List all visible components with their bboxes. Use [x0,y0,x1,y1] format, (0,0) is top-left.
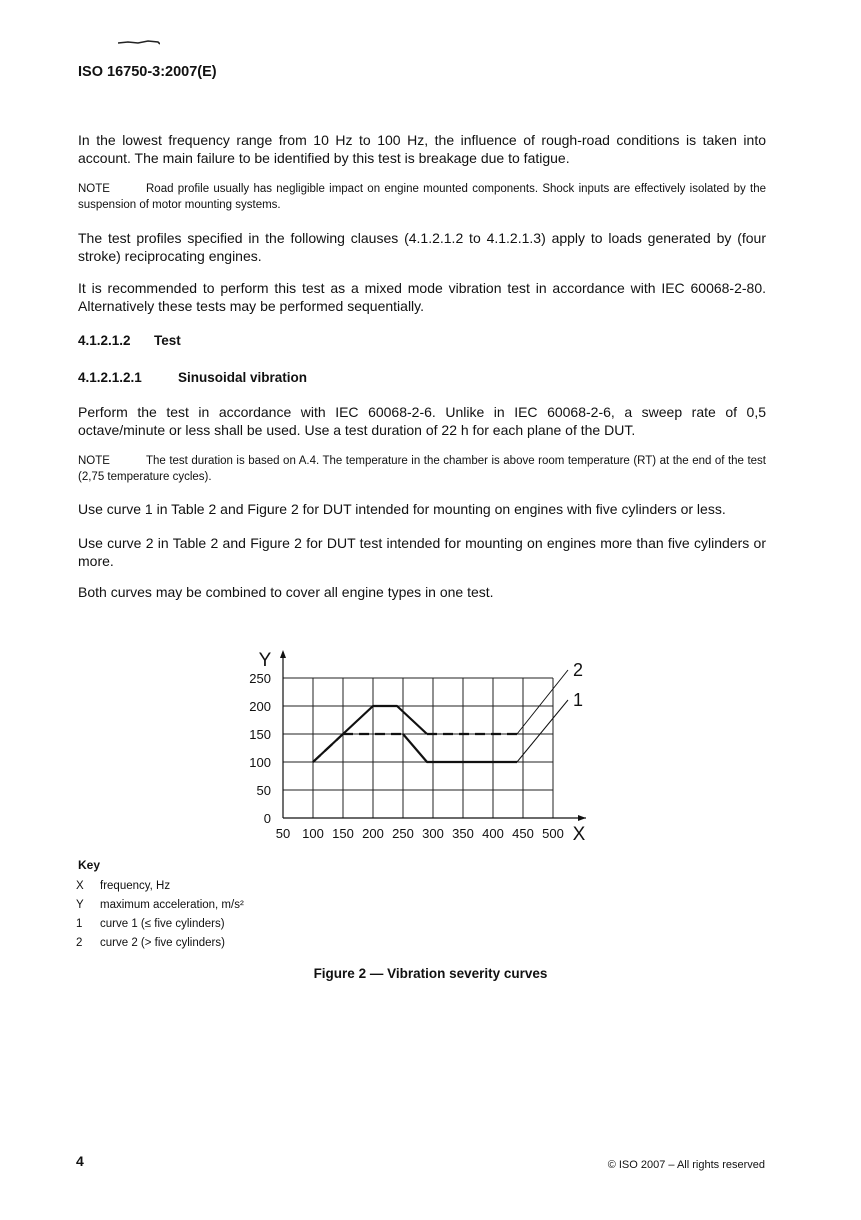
note-tag: NOTE [78,455,110,467]
y-tick-label: 200 [249,699,271,714]
curve2-paragraph: Use curve 2 in Table 2 and Figure 2 for DUT test intended for mounting on engines more than five cylinders or more. [78,535,766,569]
section-number: 4.1.2.1.2 [78,333,131,348]
y-tick-label: 150 [249,727,271,742]
note-tag: NOTE [78,183,110,195]
section-heading-test [78,333,181,348]
x-tick-label: 50 [275,826,291,841]
series-line-curve-1 [313,734,343,762]
key-item [76,877,244,896]
key-list [76,877,244,953]
key-item [76,934,244,953]
key-item [76,896,244,915]
key-item [76,915,244,934]
combine-paragraph: Both curves may be combined to cover all engine types in one test. [78,584,494,600]
note-text: Road profile usually has negligible impact on engine mounted components. Shock inputs are effectively isolated by the suspension of motor mounting systems. [78,183,766,211]
standard-id: ISO 16750-3:2007(E) [78,64,217,80]
key-symbol: 1 [76,918,83,930]
y-tick-label: 50 [256,783,271,798]
section-title: Test [154,333,181,348]
x-tick-label: 150 [332,826,354,841]
curve1-paragraph: Use curve 1 in Table 2 and Figure 2 for DUT intended for mounting on engines with five cylinders or less. [78,501,726,517]
key-symbol: X [76,880,84,892]
callout-label-curve-2: 2 [573,660,584,680]
callout-leader-line [517,700,568,762]
key-title: Key [78,858,101,872]
key-symbol: Y [76,899,84,911]
x-tick-label: 250 [392,826,414,841]
page-number: 4 [76,1153,84,1169]
section-number: 4.1.2.1.2.1 [78,370,142,385]
note-road-profile [78,181,766,213]
y-tick-label: 100 [249,755,271,770]
callout-leader-line [517,670,568,734]
x-tick-label: 350 [452,826,474,841]
x-axis-arrow-icon [578,815,586,821]
x-tick-label: 300 [422,826,444,841]
note-text: The test duration is based on A.4. The temperature in the chamber is above room temperature (RT) at the end of the test (2,75 temperature cycles). [78,455,766,483]
x-axis-label: X [572,824,586,845]
series-line-curve-1 [403,734,517,762]
recommend-paragraph: It is recommended to perform this test as a mixed mode vibration test in accordance with IEC 60068-2-80. Alternatively these tests may be performed sequentially. [78,280,766,314]
section-heading-sinusoidal [78,370,307,385]
callout-label-curve-1: 1 [573,690,584,710]
copyright-notice: © ISO 2007 – All rights reserved [607,1159,765,1171]
x-tick-label: 100 [302,826,324,841]
x-tick-label: 200 [362,826,384,841]
vibration-severity-chart [240,640,610,855]
key-description: maximum acceleration, m/s² [100,899,244,911]
y-tick-label: 0 [263,811,271,826]
x-tick-label: 400 [482,826,504,841]
key-symbol: 2 [76,937,83,949]
x-tick-label: 450 [512,826,534,841]
y-axis-arrow-icon [280,650,286,658]
intro-paragraph: In the lowest frequency range from 10 Hz to 100 Hz, the influence of rough-road conditions is taken into account. The main failure to be identified by this test is breakage due to fatigue. [78,132,766,166]
key-description: curve 1 (≤ five cylinders) [100,918,225,930]
x-tick-label: 500 [542,826,564,841]
y-axis-label: Y [258,650,272,671]
perform-paragraph: Perform the test in accordance with IEC 60068-2-6. Unlike in IEC 60068-2-6, a sweep rate of 0,5 octave/minute or less shall be used. Use a test duration of 22 h for each plane of the DUT. [78,404,766,438]
figure-caption: Figure 2 — Vibration severity curves [313,966,548,981]
y-tick-label: 250 [249,671,271,686]
profiles-paragraph: The test profiles specified in the following clauses (4.1.2.1.2 to 4.1.2.1.3) apply to loads generated by (four stroke) reciprocating engines. [78,230,766,264]
section-title: Sinusoidal vibration [178,370,308,385]
note-test-duration [78,453,766,485]
key-description: frequency, Hz [100,880,171,892]
key-description: curve 2 (> five cylinders) [100,937,225,949]
publisher-logo-mark-icon [118,40,160,45]
